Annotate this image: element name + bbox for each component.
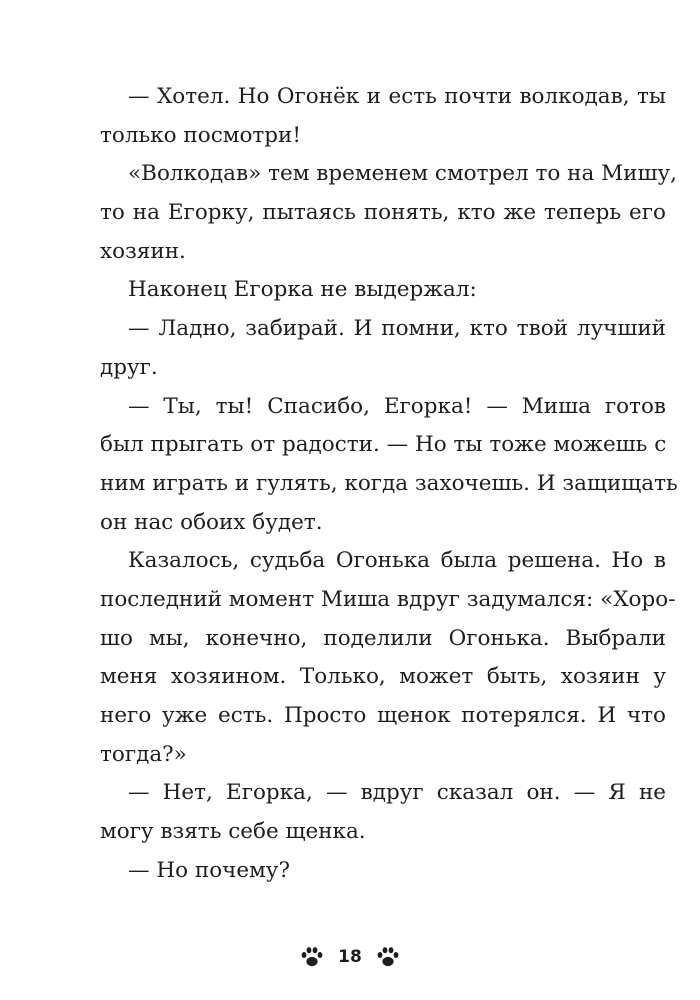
text-line: последний момент Миша вдруг задумался: «Хоро-	[100, 586, 676, 612]
page-footer	[0, 943, 700, 971]
text-line: него уже есть. Просто щенок потерялся. И что	[100, 703, 666, 728]
text-line: шо мы, конечно, поделили Огонька. Выбрали	[100, 625, 666, 651]
text-line: «Волкодав» тем временем смотрел то на Мишу,	[128, 161, 677, 187]
page-number: 18	[338, 947, 362, 967]
text-line: — Хотел. Но Огонёк и есть почти волкодав, ты	[128, 84, 666, 109]
text-line: — Ты, ты! Спасибо, Егорка! — Миша готов	[128, 393, 666, 419]
text-line: — Но почему?	[128, 857, 290, 883]
text-line: меня хозяином. Только, может быть, хозяин у	[100, 664, 666, 690]
text-line: только посмотри!	[100, 122, 302, 148]
text-line: был прыгать от радости. — Но ты тоже можешь с	[100, 432, 667, 458]
paw-print-icon	[300, 946, 324, 968]
text-line: хозяин.	[100, 238, 186, 264]
text-line: могу взять себе щенка.	[100, 819, 366, 845]
text-line: — Нет, Егорка, — вдруг сказал он. — Я не	[128, 780, 666, 806]
text-line: то на Егорку, пытаясь понять, кто же теперь его	[100, 200, 666, 226]
text-line: ним играть и гулять, когда захочешь. И защищать	[100, 470, 678, 496]
text-line: он нас обоих будет.	[100, 509, 323, 535]
text-line: Наконец Егорка не выдержал:	[128, 277, 477, 303]
page-text	[100, 78, 678, 890]
paw-print-icon	[376, 946, 400, 968]
text-line: друг.	[100, 354, 158, 380]
text-line: тогда?»	[100, 741, 187, 767]
text-line: — Ладно, забирай. И помни, кто твой лучший	[128, 316, 666, 342]
text-line: Казалось, судьба Огонька была решена. Но в	[128, 548, 666, 574]
